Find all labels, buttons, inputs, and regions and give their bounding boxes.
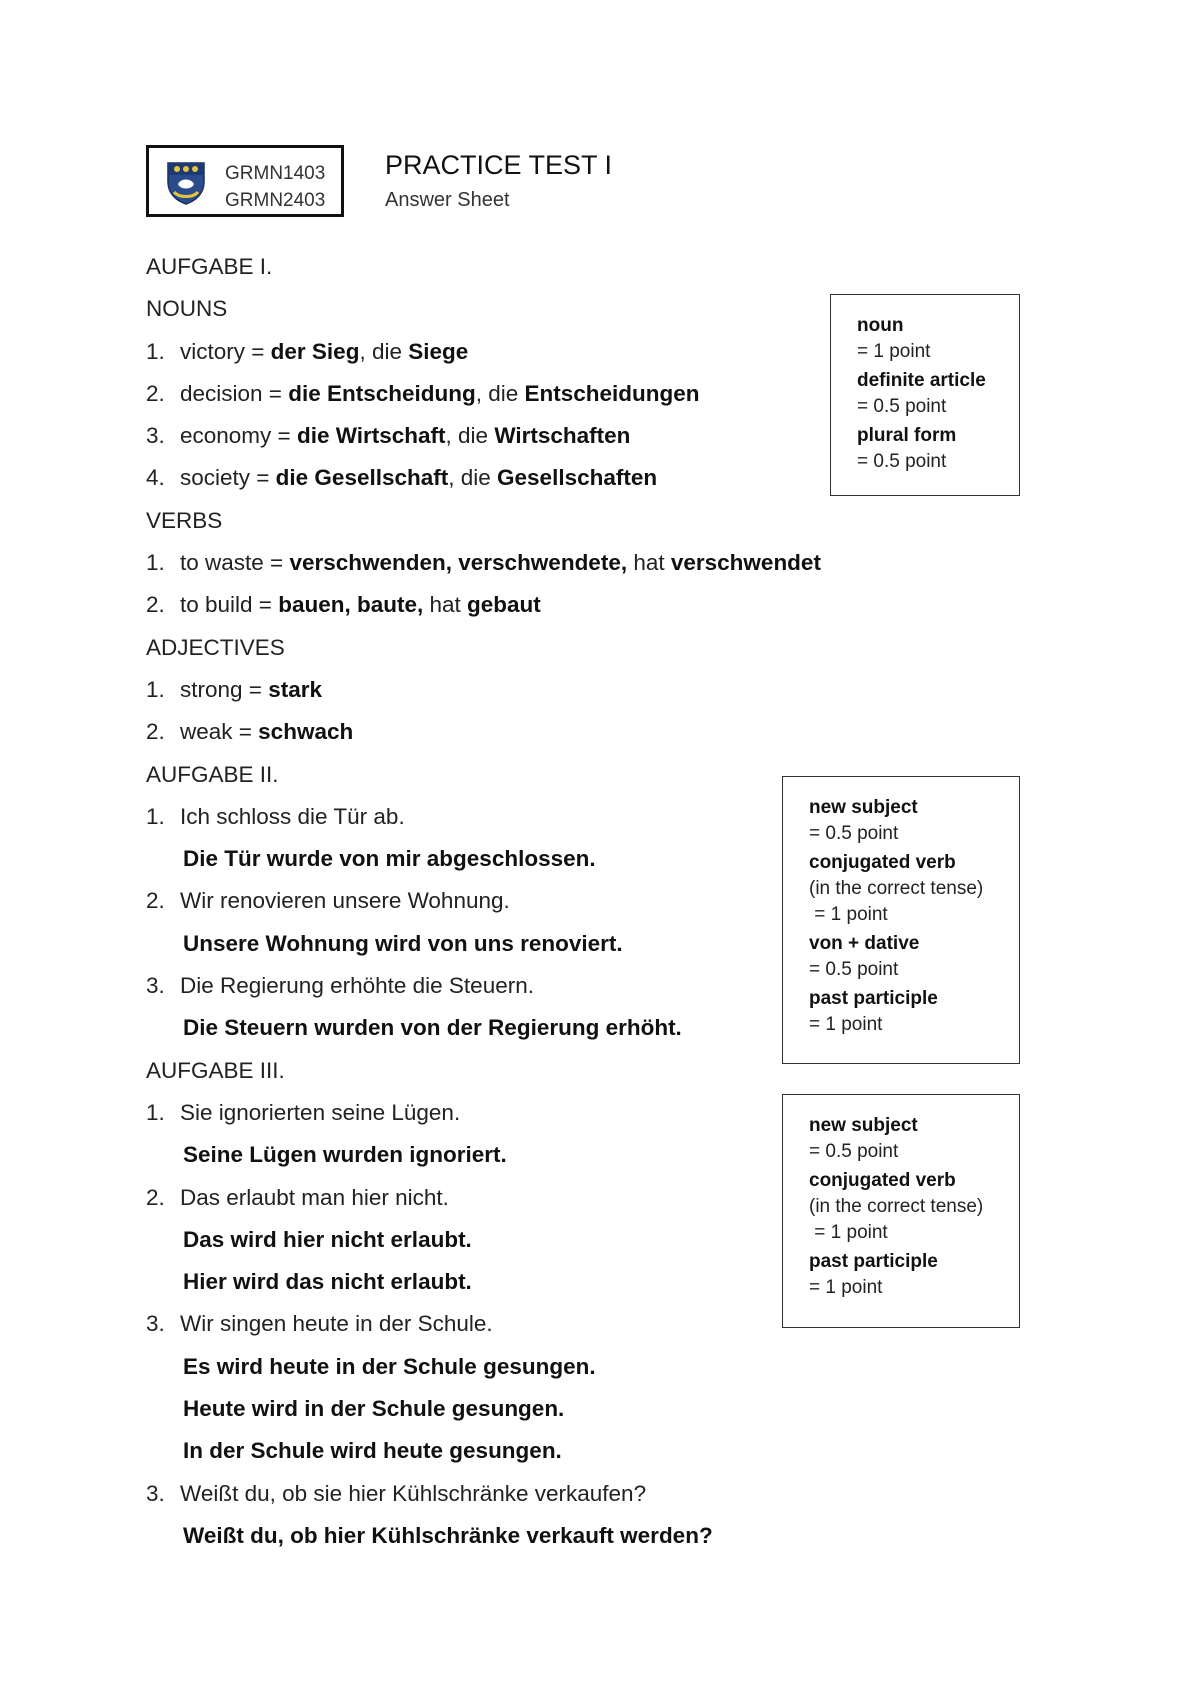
points-label: new subject	[809, 797, 918, 818]
points-label: past participle	[809, 988, 938, 1009]
item-number: 1.	[146, 550, 165, 576]
points-value: = 0.5 point	[857, 451, 947, 472]
points-value: = 1 point	[809, 1222, 888, 1243]
item-number: 1.	[146, 803, 165, 829]
german-noun: die Gesellschaft	[275, 465, 449, 491]
points-value: = 1 point	[809, 1277, 883, 1298]
answer-text: Es wird heute in der Schule gesungen.	[183, 1353, 596, 1379]
answer-text: Die Steuern wurden von der Regierung erhöht.	[183, 1015, 682, 1041]
german-noun: die Entscheidung	[288, 380, 476, 406]
verb-forms: bauen, baute,	[278, 592, 424, 618]
points-label: definite article	[857, 370, 986, 391]
auxiliary: hat	[423, 592, 468, 618]
english-term: to waste =	[180, 550, 290, 576]
answer-text: In der Schule wird heute gesungen.	[183, 1438, 562, 1464]
adjective-item	[146, 669, 1046, 711]
item-number: 1.	[146, 1099, 165, 1125]
item-number: 4.	[146, 465, 165, 491]
verb-forms: verschwenden, verschwendete,	[289, 550, 628, 576]
answer-text: Seine Lügen wurden ignoriert.	[183, 1142, 507, 1168]
german-adjective: stark	[268, 676, 322, 702]
english-term: society =	[180, 465, 276, 491]
page-subtitle: Answer Sheet	[385, 189, 510, 211]
course-code: GRMN2403	[225, 190, 326, 211]
verb-item	[146, 584, 1046, 626]
course-code: GRMN1403	[225, 163, 326, 184]
plural-noun: Siege	[408, 338, 469, 364]
points-note: (in the correct tense)	[809, 1196, 984, 1217]
past-participle: gebaut	[467, 592, 541, 618]
university-crest-icon	[165, 160, 207, 206]
adjective-item	[146, 711, 1046, 753]
plural-article: , die	[475, 380, 525, 406]
english-term: to build =	[180, 592, 279, 618]
auxiliary: hat	[627, 550, 671, 576]
item-number: 2.	[146, 1184, 165, 1210]
points-box-nouns	[830, 294, 1020, 496]
points-value: = 0.5 point	[809, 1141, 899, 1162]
section-heading: AUFGABE I.	[146, 254, 273, 279]
points-label: noun	[857, 315, 904, 336]
points-label: new subject	[809, 1115, 918, 1136]
english-term: economy =	[180, 423, 297, 449]
points-value: = 0.5 point	[857, 396, 947, 417]
german-adjective: schwach	[258, 719, 354, 745]
subsection-heading: NOUNS	[146, 296, 228, 322]
prompt-text: Ich schloss die Tür ab.	[180, 803, 405, 829]
course-header-box	[146, 145, 344, 217]
english-term: strong =	[180, 676, 269, 702]
prompt-text: Das erlaubt man hier nicht.	[180, 1184, 449, 1210]
item-number: 3.	[146, 1311, 165, 1337]
item-number: 2.	[146, 888, 165, 914]
points-label: conjugated verb	[809, 1170, 956, 1191]
plural-noun: Entscheidungen	[524, 380, 700, 406]
english-term: decision =	[180, 380, 289, 406]
prompt-text: Weißt du, ob sie hier Kühlschränke verkaufen?	[180, 1480, 647, 1506]
item-number: 3.	[146, 973, 165, 999]
points-value: = 1 point	[809, 1014, 883, 1035]
page-title: PRACTICE TEST I	[385, 150, 613, 180]
prompt-text: Wir renovieren unsere Wohnung.	[180, 888, 510, 914]
answer-text: Unsere Wohnung wird von uns renoviert.	[183, 930, 623, 956]
item-number: 2.	[146, 719, 165, 745]
answer-text: Hier wird das nicht erlaubt.	[183, 1269, 472, 1295]
answer-text: Heute wird in der Schule gesungen.	[183, 1396, 565, 1422]
points-box-impersonal	[782, 1094, 1020, 1328]
german-noun: die Wirtschaft	[296, 423, 446, 449]
german-noun: der Sieg	[270, 338, 360, 364]
subsection-heading: ADJECTIVES	[146, 634, 285, 660]
verb-item	[146, 542, 1046, 584]
plural-article: , die	[445, 423, 495, 449]
answer-text: Weißt du, ob hier Kühlschränke verkauft werden?	[183, 1522, 713, 1548]
section-heading: AUFGABE III.	[146, 1057, 285, 1083]
points-label: conjugated verb	[809, 852, 956, 873]
item-number: 3.	[146, 423, 165, 449]
points-label: plural form	[857, 425, 957, 446]
points-label: past participle	[809, 1251, 938, 1272]
answer-text: Die Tür wurde von mir abgeschlossen.	[183, 846, 596, 872]
prompt-text: Sie ignorierten seine Lügen.	[180, 1099, 461, 1125]
answer-text: Das wird hier nicht erlaubt.	[183, 1226, 472, 1252]
points-value: = 0.5 point	[809, 959, 899, 980]
course-codes	[225, 160, 325, 214]
subsection-heading: VERBS	[146, 507, 223, 533]
plural-noun: Wirtschaften	[494, 423, 631, 449]
english-term: victory =	[180, 338, 271, 364]
points-note: (in the correct tense)	[809, 878, 984, 899]
points-value: = 1 point	[809, 904, 888, 925]
points-value: = 1 point	[857, 341, 931, 362]
item-number: 3.	[146, 1480, 165, 1506]
prompt-text: Wir singen heute in der Schule.	[180, 1311, 493, 1337]
points-box-passive	[782, 776, 1020, 1064]
plural-noun: Gesellschaften	[497, 465, 658, 491]
english-term: weak =	[180, 719, 259, 745]
plural-article: , die	[448, 465, 498, 491]
prompt-text: Die Regierung erhöhte die Steuern.	[180, 973, 534, 999]
item-number: 1.	[146, 676, 165, 702]
points-value: = 0.5 point	[809, 823, 899, 844]
points-label: von + dative	[809, 933, 920, 954]
item-number: 2.	[146, 380, 165, 406]
plural-article: , die	[359, 338, 409, 364]
past-participle: verschwendet	[670, 550, 821, 576]
item-number: 2.	[146, 592, 165, 618]
item-number: 1.	[146, 338, 165, 364]
exercise-prompt	[146, 1473, 1046, 1515]
section-heading: AUFGABE II.	[146, 761, 279, 787]
